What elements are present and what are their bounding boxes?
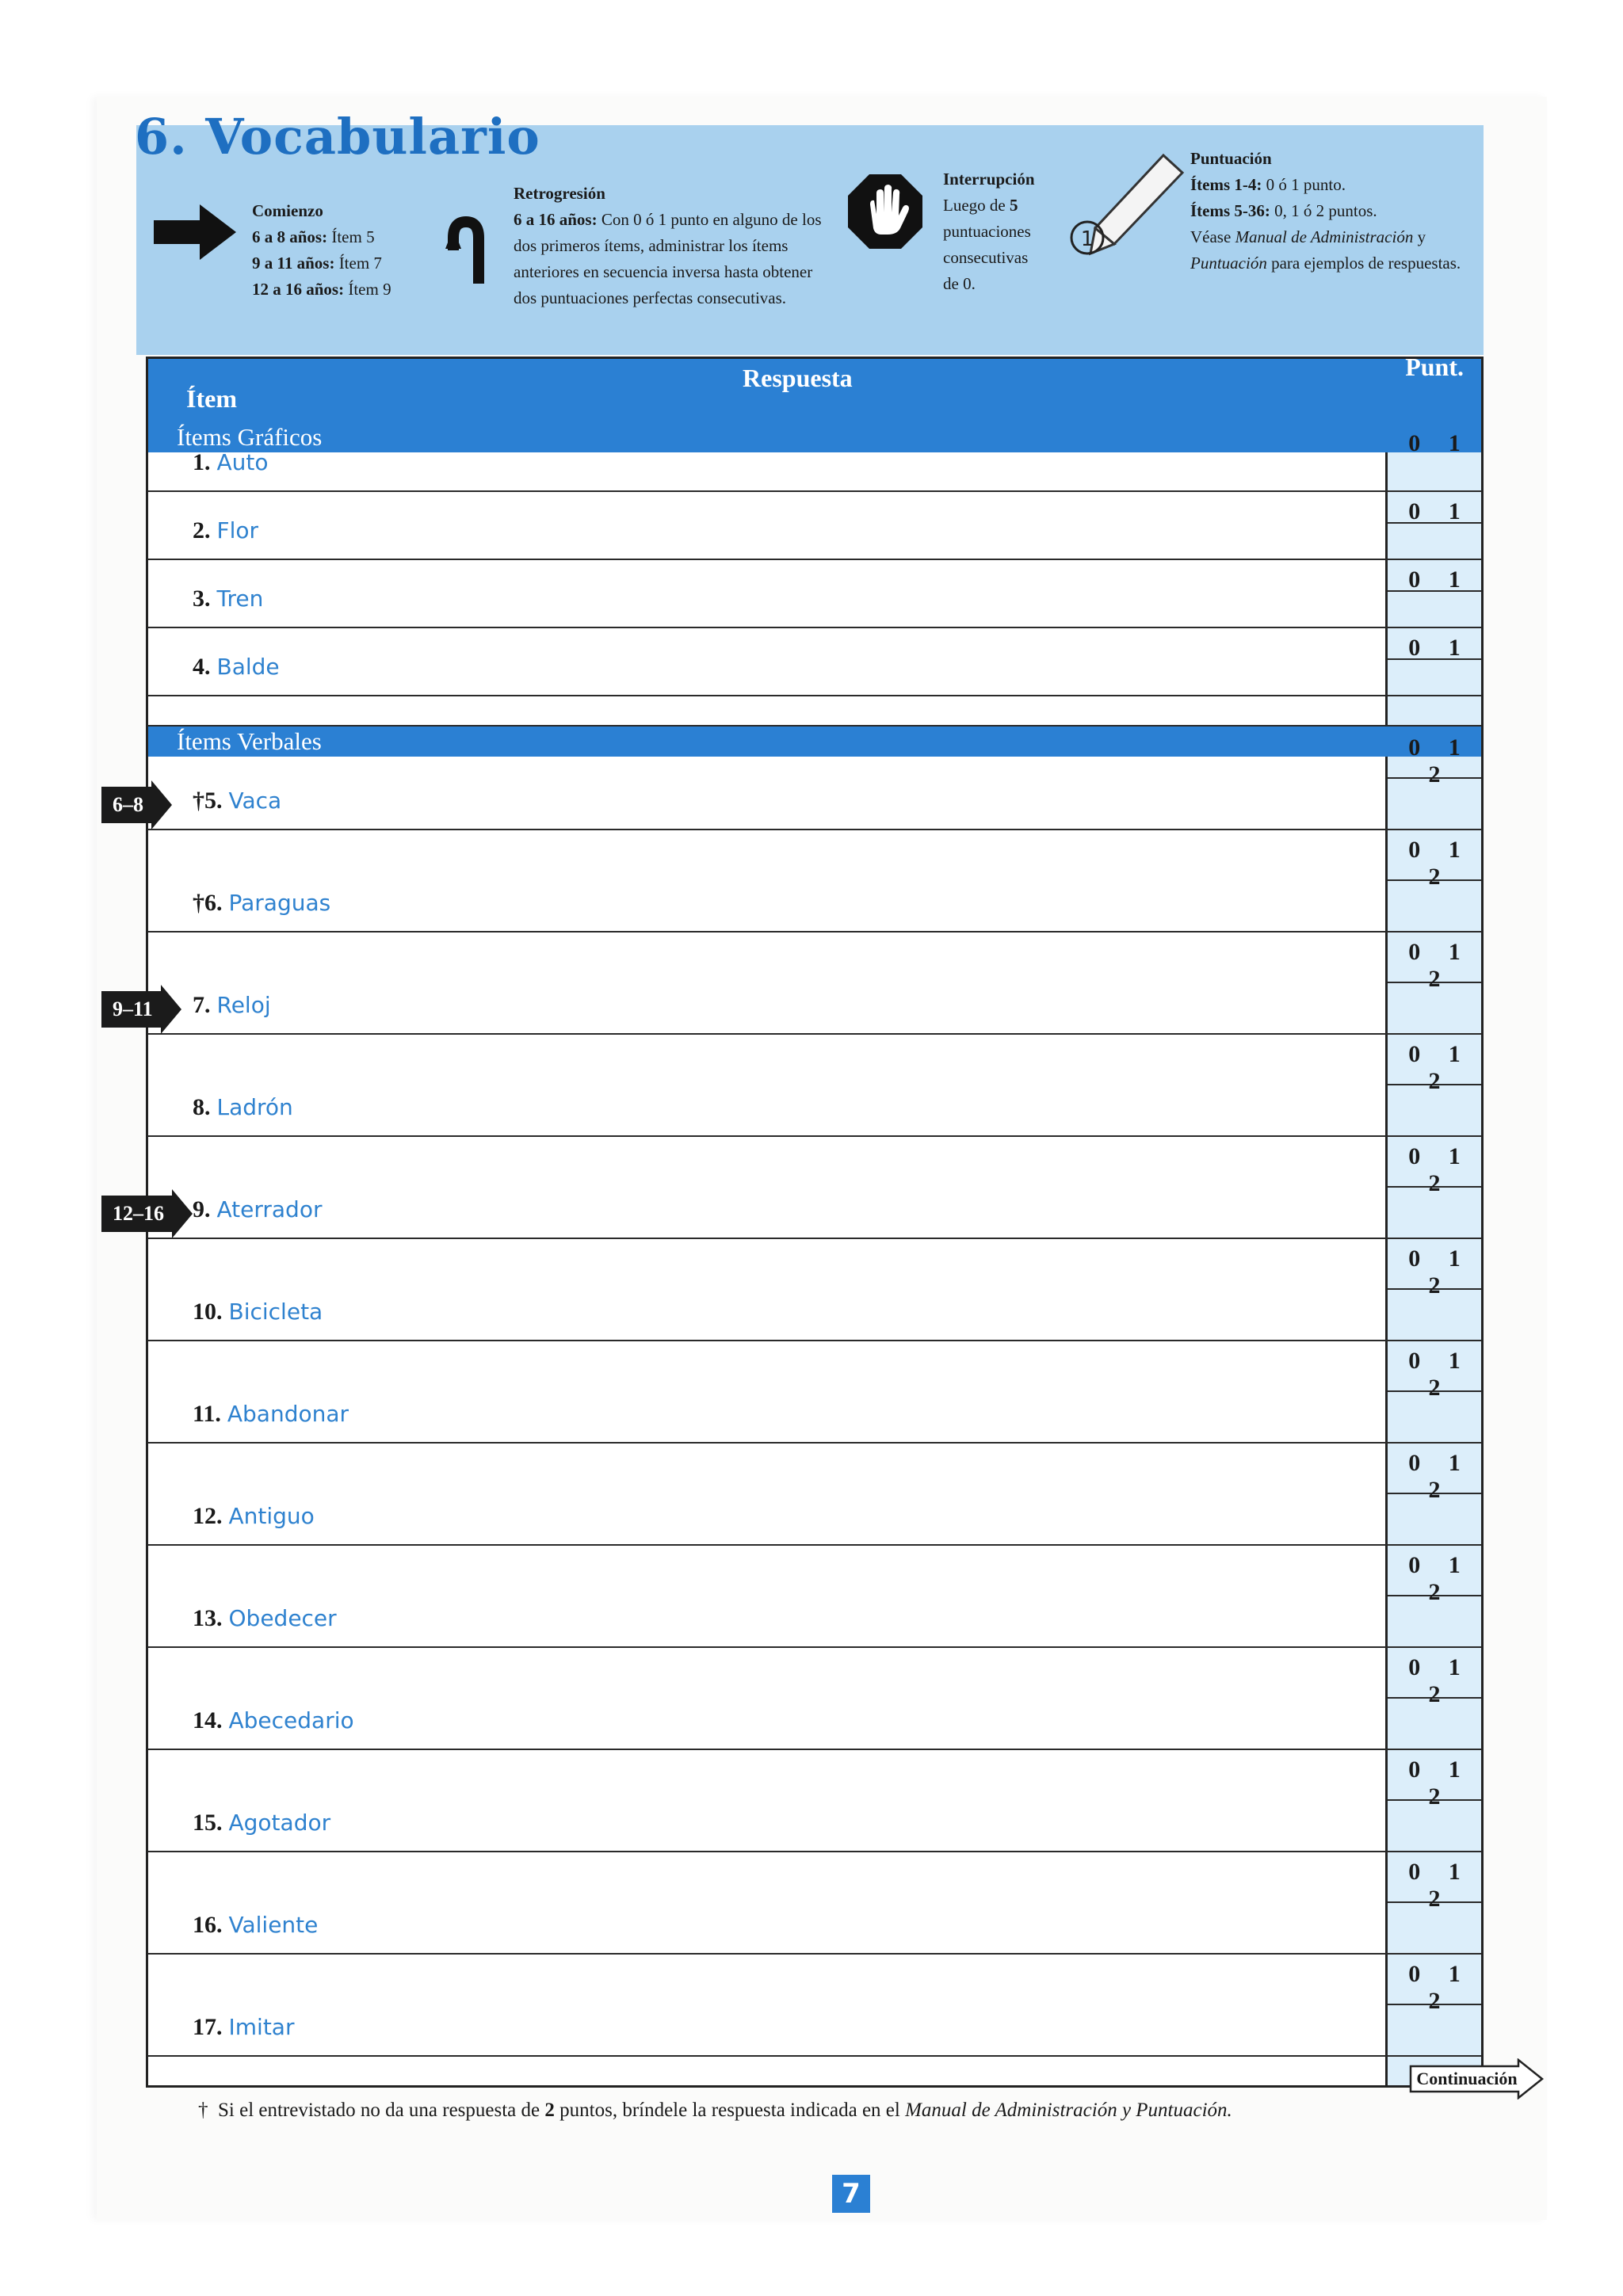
section-verbal: Ítems Verbales <box>148 727 1481 757</box>
row-line <box>148 1749 1481 1750</box>
item-label <box>193 517 258 544</box>
row-line <box>148 2055 1481 2057</box>
item-word: Flor <box>216 517 259 543</box>
row-line <box>148 1953 1481 1955</box>
item-label <box>193 1401 349 1428</box>
item-word: Aterrador <box>216 1196 323 1222</box>
item-number: 3. <box>193 585 211 612</box>
item-label <box>193 1503 315 1530</box>
row-line <box>148 1033 1481 1035</box>
pencil-icon <box>1070 149 1189 261</box>
item-word: Balde <box>216 654 280 680</box>
item-score-options: 0 1 <box>1408 430 1472 456</box>
table-header <box>148 353 1481 425</box>
item-word: Bicicleta <box>228 1299 323 1325</box>
item-score-options: 0 1 2 <box>1408 1756 1472 1810</box>
item-word: Abecedario <box>228 1707 354 1733</box>
item-number: 10. <box>193 1299 223 1325</box>
start-arrow-icon <box>154 204 236 260</box>
footnote: † Si el entrevistado no da una respuesta de 2 puntos, bríndele la respuesta indicada en el Manual de Administración y Puntuación. <box>198 2100 1232 2121</box>
reversal-block: Retrogresión 6 a 16 años: Con 0 ó 1 punto en alguno de los dos primeros ítems, administrar los ítems anteriores en secuencia inversa hasta obtener dos puntuaciones perfectas consecutivas. <box>514 181 822 311</box>
header-response: Respuesta <box>743 364 853 392</box>
item-number: 12. <box>193 1503 223 1529</box>
item-number: 8. <box>193 1094 211 1120</box>
item-number: 15. <box>193 1810 223 1836</box>
reversal-text: dos puntuaciones perfectas consecutivas. <box>514 288 787 307</box>
item-label <box>193 1605 337 1632</box>
header-score: Punt. <box>1405 353 1464 381</box>
item-score-options: 0 1 2 <box>1408 1348 1472 1401</box>
item-score-options: 0 1 2 <box>1408 1143 1472 1196</box>
section-pictures: Ítems Gráficos <box>148 422 1481 452</box>
reversal-arrow-icon <box>445 204 490 284</box>
item-score-options: 0 1 2 <box>1408 1450 1472 1503</box>
row-line <box>148 1238 1481 1239</box>
scoring-block: Puntuación Ítems 1-4: 0 ó 1 punto. Ítems 5-36: 0, 1 ó 2 puntos. Véase Manual de Administración y Puntuación para ejemplos de respuestas. <box>1190 146 1461 277</box>
item-number: 7. <box>193 992 211 1018</box>
item-word: Paraguas <box>228 890 331 916</box>
row-line <box>148 829 1481 830</box>
start-line: 6 a 8 años: Ítem 5 <box>252 227 375 246</box>
header-item: Ítem <box>186 384 237 413</box>
item-label <box>193 1707 354 1734</box>
item-score-options: 0 1 2 <box>1408 1245 1472 1299</box>
page-number: 7 <box>832 2175 870 2213</box>
start-block <box>252 198 391 303</box>
item-word: Valiente <box>228 1912 319 1938</box>
item-number: †5. <box>193 788 223 814</box>
item-score-options: 0 1 2 <box>1408 837 1472 890</box>
continue-label: Continuación <box>1416 2069 1518 2088</box>
row-line <box>148 1442 1481 1444</box>
start-line: 12 a 16 años: Ítem 9 <box>252 280 391 299</box>
item-label <box>193 449 269 476</box>
row-line <box>148 1340 1481 1341</box>
item-label <box>193 654 280 681</box>
item-label <box>193 585 263 612</box>
item-number: 2. <box>193 517 211 543</box>
discontinue-block: Interrupción Luego de 5 puntuaciones consecutivas de 0. <box>943 166 1035 297</box>
scoring-heading: Puntuación <box>1190 149 1272 168</box>
item-word: Ladrón <box>216 1094 293 1120</box>
item-number: 16. <box>193 1912 223 1938</box>
reversal-heading: Retrogresión <box>514 184 605 203</box>
age-start-tab: 9–11 <box>101 991 161 1028</box>
item-label <box>193 1810 330 1836</box>
item-label <box>193 1912 318 1939</box>
item-word: Abandonar <box>227 1401 349 1427</box>
item-label <box>193 890 330 917</box>
item-score-options: 0 1 2 <box>1408 1552 1472 1605</box>
item-label <box>193 1299 323 1325</box>
item-word: Imitar <box>228 2014 295 2040</box>
item-word: Auto <box>216 449 269 475</box>
item-score-options: 0 1 2 <box>1408 1859 1472 1912</box>
age-start-tab: 6–8 <box>101 787 151 823</box>
row-line <box>148 559 1481 560</box>
item-word: Reloj <box>216 992 271 1018</box>
row-line <box>148 1851 1481 1852</box>
item-number: †6. <box>193 890 223 916</box>
item-score-options: 0 1 2 <box>1408 1961 1472 2014</box>
item-score-options: 0 1 <box>1408 566 1472 593</box>
start-heading: Comienzo <box>252 201 323 220</box>
start-line: 9 a 11 años: Ítem 7 <box>252 254 382 273</box>
row-line <box>148 1135 1481 1137</box>
row-line <box>148 695 1481 696</box>
stop-hand-icon <box>846 173 924 250</box>
item-label <box>193 1196 322 1223</box>
item-score-options: 0 1 2 <box>1408 939 1472 992</box>
reversal-text: dos primeros ítems, administrar los ítems <box>514 236 789 255</box>
item-score-options: 0 1 2 <box>1408 1041 1472 1094</box>
row-line <box>148 627 1481 628</box>
item-number: 1. <box>193 449 211 475</box>
item-word: Antiguo <box>228 1503 315 1529</box>
item-word: Agotador <box>228 1810 331 1836</box>
row-line <box>148 1544 1481 1546</box>
response-table <box>146 353 1484 2088</box>
page-title: 6. Vocabulario <box>135 108 540 166</box>
svg-text:1: 1 <box>1080 227 1094 251</box>
item-score-options: 0 1 2 <box>1408 734 1472 788</box>
item-word: Obedecer <box>228 1605 337 1631</box>
row-line <box>148 1646 1481 1648</box>
item-number: 17. <box>193 2014 223 2040</box>
age-start-tab: 12–16 <box>101 1196 172 1232</box>
item-label <box>193 788 281 814</box>
item-label <box>193 2014 294 2041</box>
item-number: 13. <box>193 1605 223 1631</box>
row-line <box>148 931 1481 933</box>
item-number: 9. <box>193 1196 211 1222</box>
item-number: 11. <box>193 1401 221 1427</box>
continue-indicator <box>1409 2058 1544 2100</box>
item-word: Tren <box>216 585 264 612</box>
item-label <box>193 1094 293 1121</box>
item-score-options: 0 1 <box>1408 635 1472 661</box>
item-number: 14. <box>193 1707 223 1733</box>
row-line <box>148 490 1481 492</box>
item-number: 4. <box>193 654 211 680</box>
reversal-text: anteriores en secuencia inversa hasta obtener <box>514 262 813 281</box>
discontinue-heading: Interrupción <box>943 170 1035 189</box>
item-word: Vaca <box>228 788 282 814</box>
item-label <box>193 992 271 1019</box>
item-score-options: 0 1 2 <box>1408 1654 1472 1707</box>
item-score-options: 0 1 <box>1408 498 1472 524</box>
